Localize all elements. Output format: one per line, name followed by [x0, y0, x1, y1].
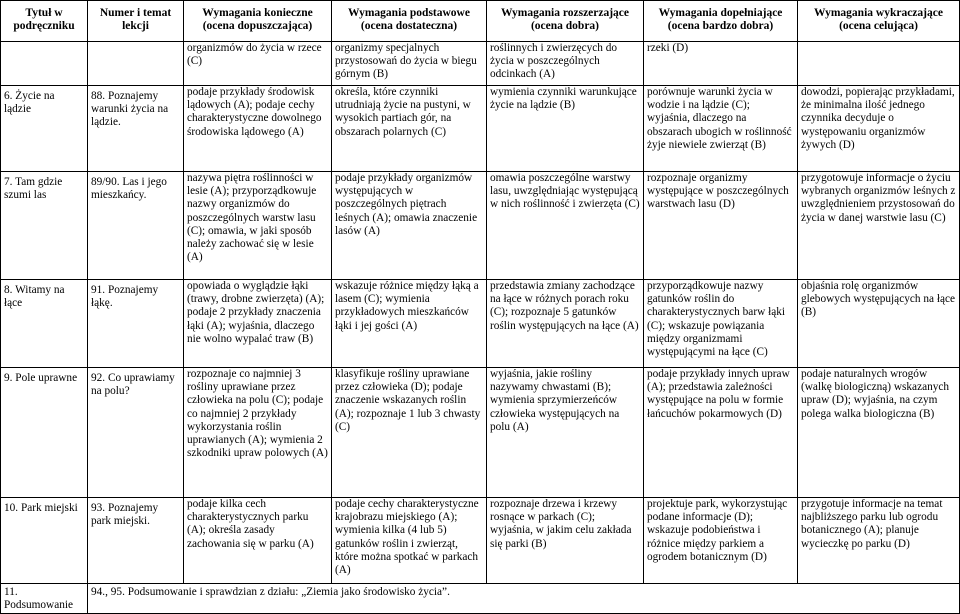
cell-summary: 94., 95. Podsumowanie i sprawdzian z działu: „Ziemia jako środowisko życia”.: [88, 584, 960, 614]
cell-wykraczajace: przygotowuje informacje o życiu wybranych organizmów leśnych z uwzględnieniem przystosowań do życia w danej warstwie lasu (C): [798, 172, 960, 280]
cell-dopelniajace: rozpoznaje organizmy występujące w poszczególnych warstwach lasu (D): [644, 172, 798, 280]
cell-podstawowe: podaje cechy charakterystyczne krajobrazu miejskiego (A); wymienia kilka (4 lub 5) gatunków roślin i zwierząt, które można spotkać w parkach (A): [332, 498, 487, 584]
header-row: [1, 1, 960, 42]
header-wykraczajace: Wymagania wykraczające (ocena celująca): [798, 1, 960, 42]
cell-wykraczajace: przygotuje informacje na temat najbliższego parku lub ogrodu botanicznego (A); planuje wycieczkę po parku (D): [798, 498, 960, 584]
cell-title: 9. Pole uprawne: [1, 368, 88, 498]
header-podstawowe: Wymagania podstawowe (ocena dostateczna): [332, 1, 487, 42]
cell-wykraczajace: podaje naturalnych wrogów (walkę biologiczną) wskazanych upraw (D); wyjaśnia, na czym polega walka biologiczna (B): [798, 368, 960, 498]
cell-konieczne: organizmów do życia w rzece (C): [184, 42, 332, 86]
cell-dopelniajace: porównuje warunki życia w wodzie i na lądzie (C); wyjaśnia, dlaczego na obszarach ubogich w roślinność żyje niewiele zwierząt (B): [644, 86, 798, 172]
cell-wykraczajace: objaśnia rolę organizmów glebowych występujących na łące (B): [798, 280, 960, 368]
cell-rozszerzajace: roślinnych i zwierzęcych do życia w poszczególnych odcinkach (A): [487, 42, 644, 86]
table-row: [1, 498, 960, 584]
cell-title: [1, 42, 88, 86]
table-row: [1, 42, 960, 86]
cell-rozszerzajace: przedstawia zmiany zachodzące na łące w różnych porach roku (C); rozpoznaje 5 gatunków roślin występujących na łące (A): [487, 280, 644, 368]
cell-lesson: 92. Co uprawiamy na polu?: [88, 368, 184, 498]
cell-konieczne: podaje kilka cech charakterystycznych parku (A); określa zasady zachowania się w parku (A): [184, 498, 332, 584]
cell-dopelniajace: projektuje park, wykorzystując podane informacje (D); wskazuje podobieństwa i różnice między parkiem a ogrodem botanicznym (D): [644, 498, 798, 584]
cell-lesson: 91. Poznajemy łąkę.: [88, 280, 184, 368]
cell-podstawowe: organizmy specjalnych przystosowań do życia w biegu górnym (B): [332, 42, 487, 86]
cell-lesson: [88, 42, 184, 86]
cell-lesson: 93. Poznajemy park miejski.: [88, 498, 184, 584]
header-title: Tytuł w podręczniku: [1, 1, 88, 42]
header-konieczne: Wymagania konieczne (ocena dopuszczająca): [184, 1, 332, 42]
table-row: [1, 584, 960, 614]
header-lesson: Numer i temat lekcji: [88, 1, 184, 42]
cell-podstawowe: podaje przykłady organizmów występujących w poszczególnych piętrach leśnych (A); omawia znaczenie lasów (A): [332, 172, 487, 280]
cell-rozszerzajace: wymienia czynniki warunkujące życie na lądzie (B): [487, 86, 644, 172]
cell-rozszerzajace: omawia poszczególne warstwy lasu, uwzględniając występującą w nich roślinność i zwierzęta (C): [487, 172, 644, 280]
cell-title: 10. Park miejski: [1, 498, 88, 584]
cell-konieczne: opowiada o wyglądzie łąki (trawy, drobne zwierzęta) (A); podaje 2 przykłady znaczenia łąki (A); wyjaśnia, dlaczego nie wolno wypalać traw (B): [184, 280, 332, 368]
cell-rozszerzajace: wyjaśnia, jakie rośliny nazywamy chwastami (B); wymienia sprzymierzeńców człowieka występujących na polu (A): [487, 368, 644, 498]
cell-rozszerzajace: rozpoznaje drzewa i krzewy rosnące w parkach (C); wyjaśnia, w jakim celu zakłada się parki (B): [487, 498, 644, 584]
cell-konieczne: nazywa piętra roślinności w lesie (A); przyporządkowuje nazwy organizmów do poszczególnych warstw lasu (C); omawia, w jaki sposób należy zachować się w lesie (A): [184, 172, 332, 280]
cell-dopelniajace: rzeki (D): [644, 42, 798, 86]
table-row: [1, 172, 960, 280]
cell-lesson: 88. Poznajemy warunki życia na lądzie.: [88, 86, 184, 172]
cell-podstawowe: klasyfikuje rośliny uprawiane przez człowieka (D); podaje znaczenie wskazanych roślin (A); rozpoznaje 1 lub 3 chwasty (C): [332, 368, 487, 498]
table-row: [1, 86, 960, 172]
cell-title: 6. Życie na lądzie: [1, 86, 88, 172]
header-dopelniajace: Wymagania dopełniające (ocena bardzo dobra): [644, 1, 798, 42]
cell-dopelniajace: przyporządkowuje nazwy gatunków roślin do charakterystycznych barw łąki (C); wskazuje powiązania między organizmami występującymi na łące (C): [644, 280, 798, 368]
cell-wykraczajace: [798, 42, 960, 86]
cell-title: 11. Podsumowanie: [1, 584, 88, 614]
cell-konieczne: podaje przykłady środowisk lądowych (A); podaje cechy charakterystyczne dowolnego środowiska lądowego (A): [184, 86, 332, 172]
cell-lesson: 89/90. Las i jego mieszkańcy.: [88, 172, 184, 280]
cell-dopelniajace: podaje przykłady innych upraw (A); przedstawia zależności występujące na polu w formie łańcuchów pokarmowych (D): [644, 368, 798, 498]
header-rozszerzajace: Wymagania rozszerzające (ocena dobra): [487, 1, 644, 42]
cell-wykraczajace: dowodzi, popierając przykładami, że minimalna ilość jednego czynnika decyduje o występowaniu organizmów żywych (D): [798, 86, 960, 172]
cell-konieczne: rozpoznaje co najmniej 3 rośliny uprawiane przez człowieka na polu (C); podaje co najmniej 2 przykłady wykorzystania roślin uprawianych (A); wymienia 2 szkodniki upraw polowych (A): [184, 368, 332, 498]
table-row: [1, 280, 960, 368]
cell-podstawowe: wskazuje różnice między łąką a lasem (C); wymienia przykładowych mieszkańców łąki i jej gości (A): [332, 280, 487, 368]
table-row: [1, 368, 960, 498]
cell-podstawowe: określa, które czynniki utrudniają życie na pustyni, w wysokich partiach gór, na obszarach polarnych (C): [332, 86, 487, 172]
cell-title: 8. Witamy na łące: [1, 280, 88, 368]
cell-title: 7. Tam gdzie szumi las: [1, 172, 88, 280]
